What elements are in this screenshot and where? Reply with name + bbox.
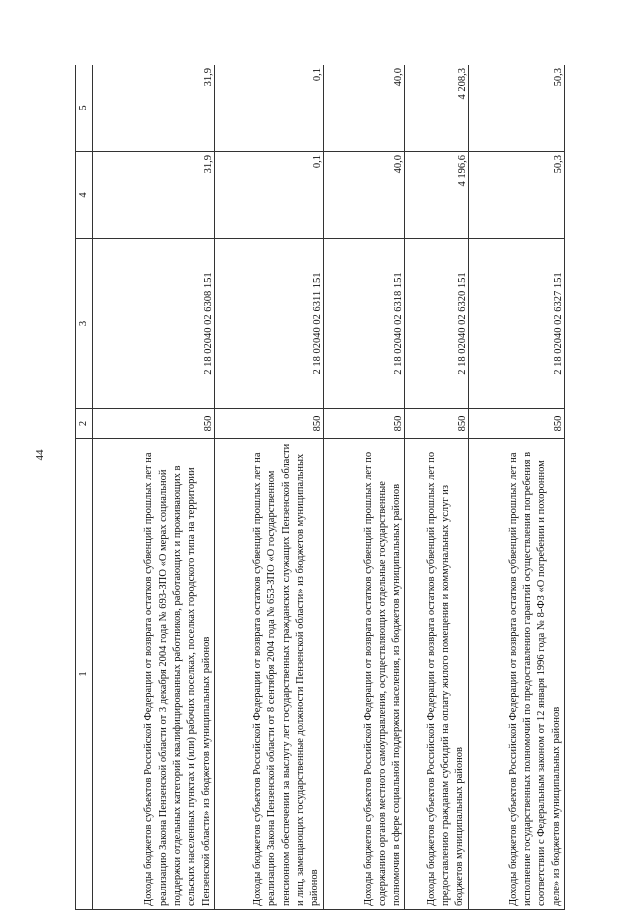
- row-value-col5: 50,3: [468, 65, 564, 152]
- row-value-col4: 4 196,6: [405, 152, 468, 239]
- row-description: Доходы бюджетов субъектов Российской Федерации от возврата остатков субвенций прошлых лет на исполнение государственных полномочий по предоставлению гарантий осуществления погребения в соответствии с Федеральным законом от 12 января 1996 года № 8-ФЗ «О погребении и похоронном деле» из бюджетов муниципальных районов: [468, 439, 564, 910]
- header-col-2: 2: [76, 409, 93, 439]
- row-value-col5: 31,9: [92, 65, 214, 152]
- row-value-col4: 40,0: [323, 152, 405, 239]
- row-value-col4: 31,9: [92, 152, 214, 239]
- row-value-col5: 0,1: [214, 65, 323, 152]
- header-col-4: 4: [76, 152, 93, 239]
- rotated-table-frame: [75, 65, 565, 910]
- row-budget-code: 2 18 02040 02 6320 151: [405, 239, 468, 409]
- page-number: 44: [34, 449, 46, 461]
- revenue-table: [75, 65, 565, 910]
- table-row: [405, 65, 468, 910]
- row-budget-code: 2 18 02040 02 6311 151: [214, 239, 323, 409]
- row-admin-code: 850: [468, 409, 564, 439]
- row-description: Доходы бюджетов субъектов Российской Федерации от возврата остатков субвенций прошлых лет по предоставлению гражданам субсидий на оплату жилого помещения и коммунальных услуг из бюджетов муниципальных районов: [405, 439, 468, 910]
- header-col-5: 5: [76, 65, 93, 152]
- row-admin-code: 850: [214, 409, 323, 439]
- table-row: [92, 65, 214, 910]
- row-description: Доходы бюджетов субъектов Российской Федерации от возврата остатков субвенций прошлых лет на реализацию Закона Пензенской области от 3 декабря 2004 года № 693-ЗПО «О мерах социальной поддержки отдельных категорий квалифицированных работников, работающих и проживающих в сельских населенных пунктах и (или) рабочих поселках, поселках городского типа на территории Пензенской области» из бюджетов муниципальных районов: [92, 439, 214, 910]
- table-row: [323, 65, 405, 910]
- row-admin-code: 850: [323, 409, 405, 439]
- header-col-1: 1: [76, 439, 93, 910]
- table-header-row: [76, 65, 93, 910]
- row-description: Доходы бюджетов субъектов Российской Федерации от возврата остатков субвенций прошлых лет на реализацию Закона Пензенской области от 8 сентября 2004 года № 653-ЗПО «О государственном пенсионном обеспечении за выслугу лет государственных гражданских служащих Пензенской области и лиц, замещающих государственные должности Пензенской области» из бюджетов муниципальных районов: [214, 439, 323, 910]
- table-row: [468, 65, 564, 910]
- row-budget-code: 2 18 02040 02 6318 151: [323, 239, 405, 409]
- row-admin-code: 850: [405, 409, 468, 439]
- row-budget-code: 2 18 02040 02 6327 151: [468, 239, 564, 409]
- row-budget-code: 2 18 02040 02 6308 151: [92, 239, 214, 409]
- header-col-3: 3: [76, 239, 93, 409]
- row-admin-code: 850: [92, 409, 214, 439]
- row-value-col4: 50,3: [468, 152, 564, 239]
- row-value-col5: 4 208,3: [405, 65, 468, 152]
- row-value-col4: 0,1: [214, 152, 323, 239]
- table-row: [214, 65, 323, 910]
- row-description: Доходы бюджетов субъектов Российской Федерации от возврата остатков субвенций прошлых лет по содержанию органов местного самоуправления, осуществляющих отдельные государственные полномочия в сфере социальной поддержки населения, из бюджетов муниципальных районов: [323, 439, 405, 910]
- row-value-col5: 40,0: [323, 65, 405, 152]
